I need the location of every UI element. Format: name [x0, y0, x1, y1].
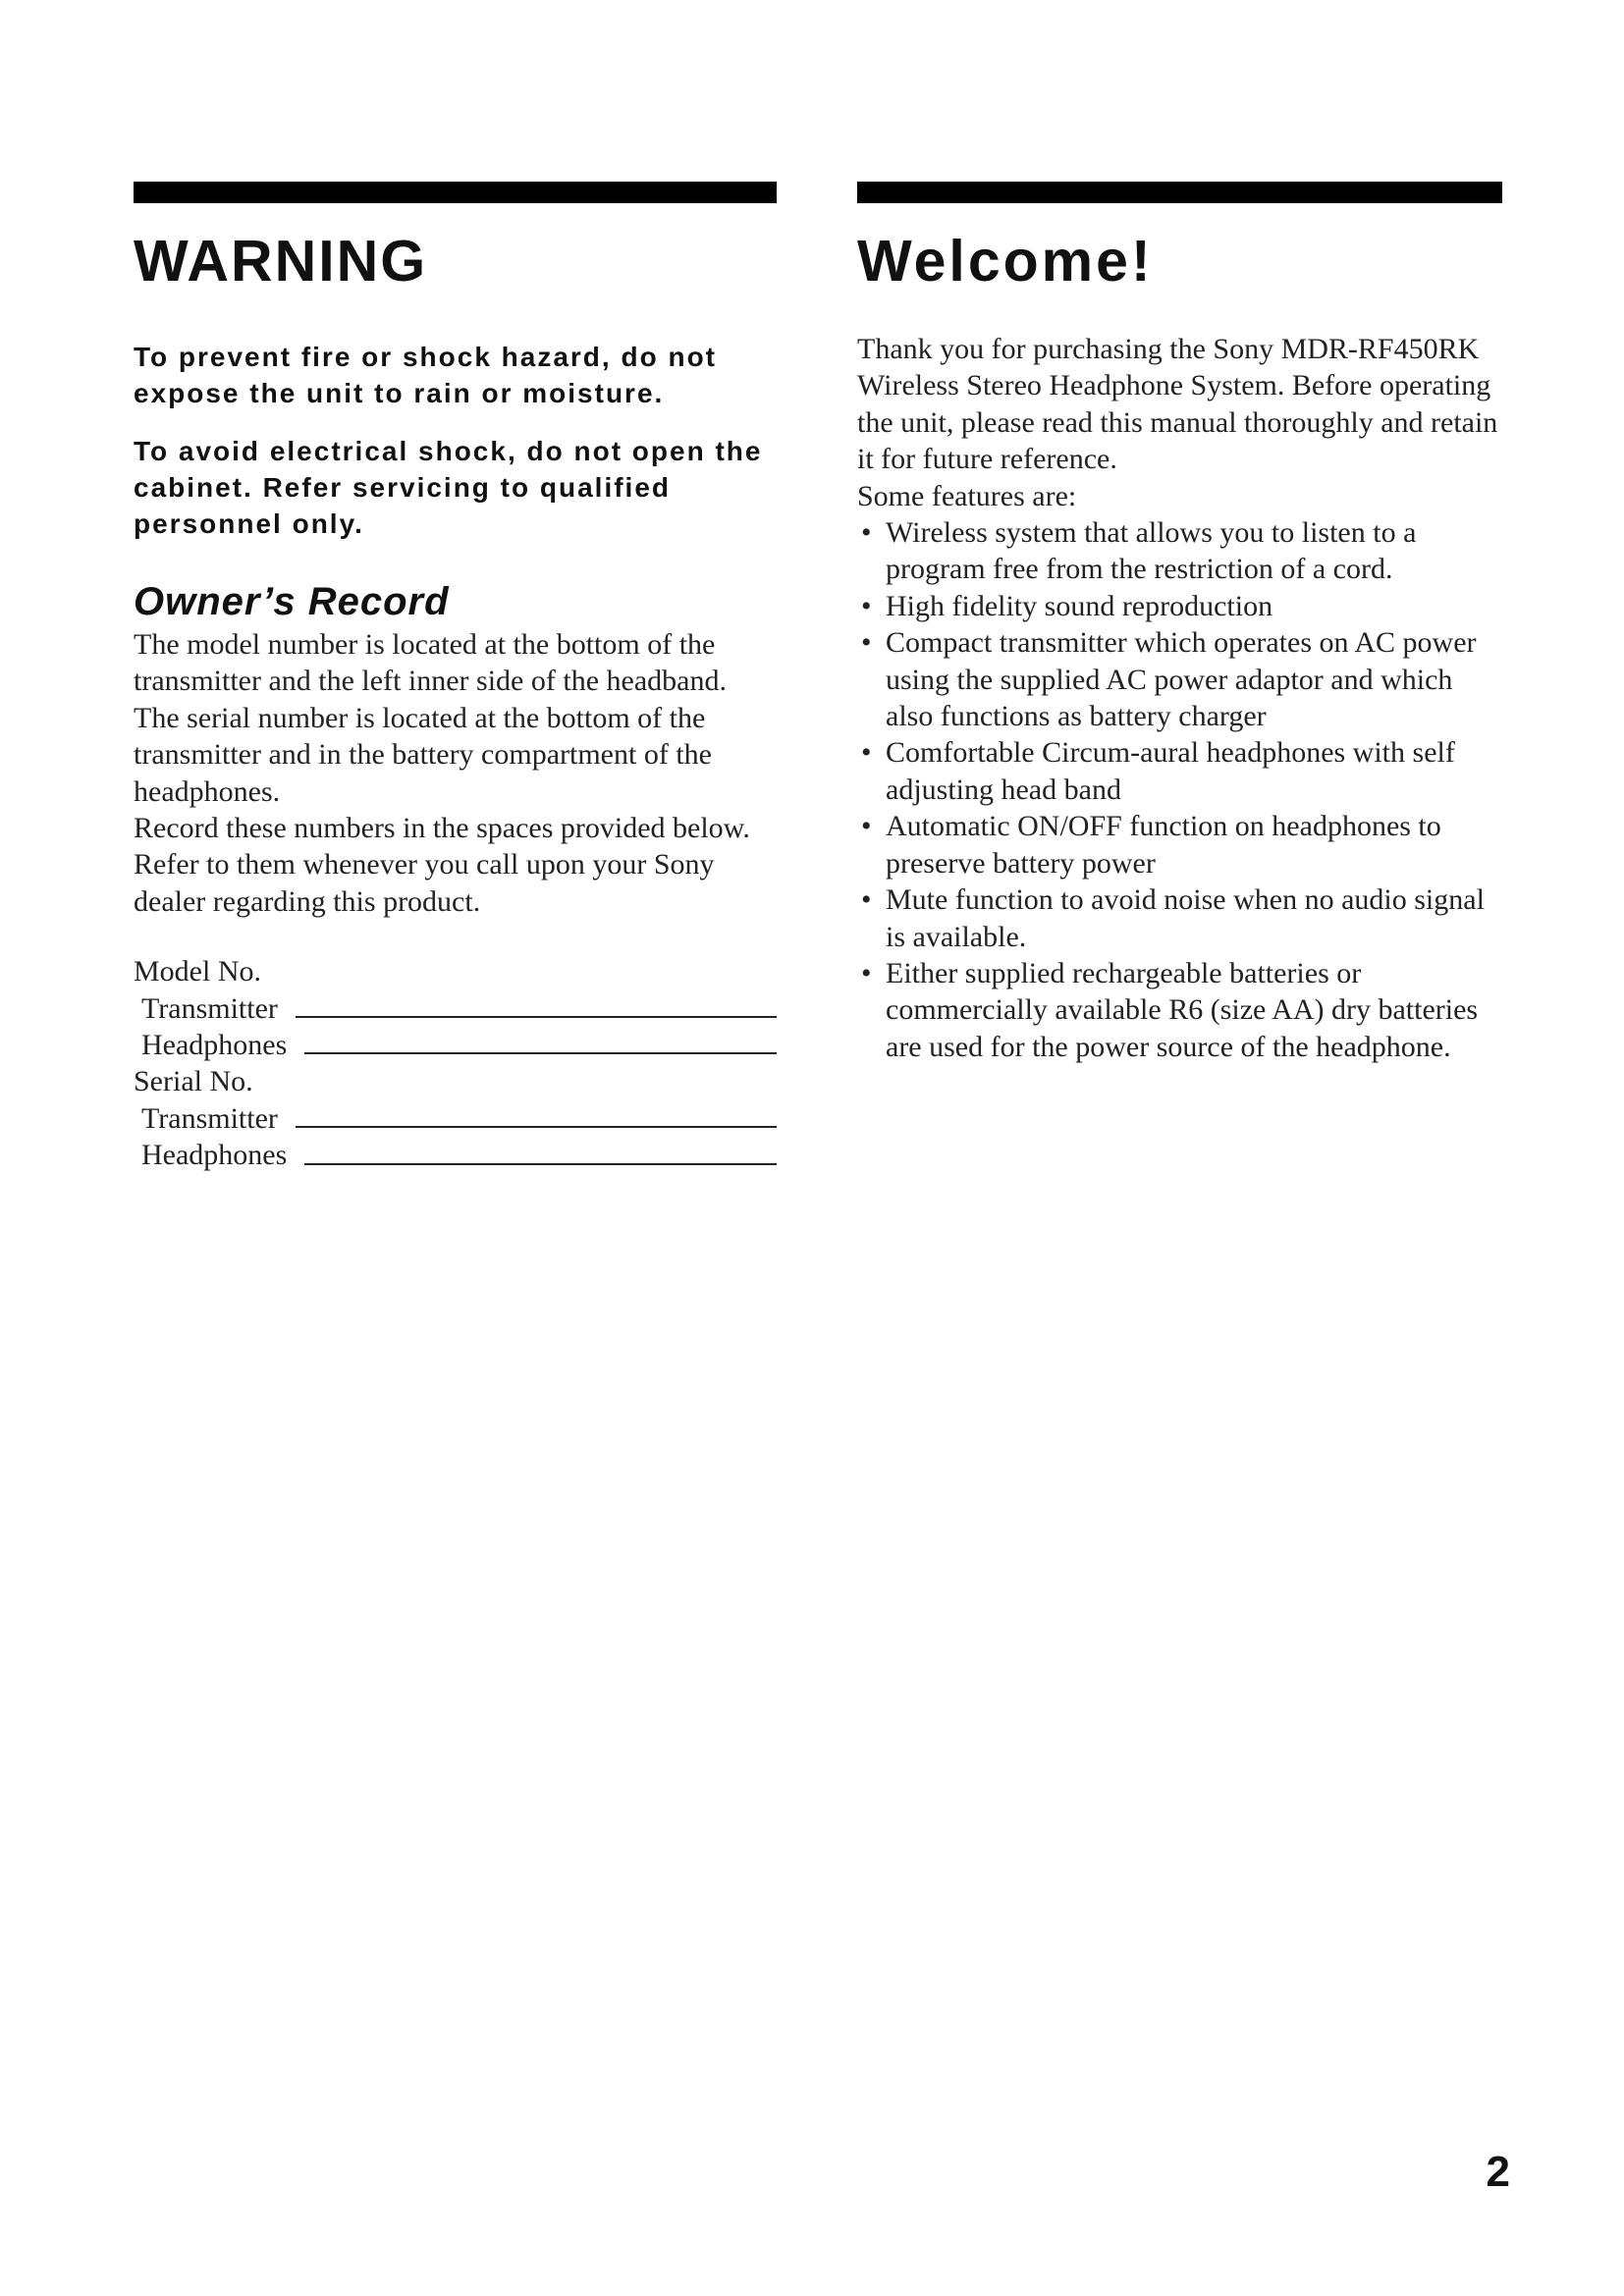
serial-transmitter-label: Transmitter: [141, 1101, 278, 1135]
model-transmitter-blank: [296, 1016, 777, 1018]
bullet-icon: •: [861, 516, 872, 550]
bullet-icon: •: [861, 956, 872, 989]
feature-item: [857, 955, 1502, 1065]
owners-record-body: [134, 626, 777, 920]
serial-headphones-blank: [304, 1163, 777, 1165]
serial-transmitter-blank: [296, 1126, 777, 1128]
feature-item: [857, 808, 1502, 881]
warning-text-shock: To avoid electrical shock, do not open the cabinet. Refer servicing to qualified personnel only.: [134, 436, 763, 539]
feature-item: [857, 624, 1502, 734]
serial-headphones-label: Headphones: [141, 1139, 288, 1172]
feature-list: [857, 514, 1502, 1065]
heading-rule: [134, 182, 777, 203]
warning-heading: WARNING: [134, 229, 428, 294]
model-number-label: Model No.: [134, 955, 261, 988]
model-transmitter-row: [134, 990, 777, 1027]
bullet-icon: •: [861, 883, 872, 917]
feature-text: Mute function to avoid noise when no audio signal is available.: [886, 883, 1485, 953]
record-form: [134, 953, 777, 1173]
model-headphones-blank: [304, 1052, 777, 1054]
heading-rule: [857, 182, 1502, 203]
model-number-paragraph: The model number is located at the bottom of the transmitter and the left inner side of the headband.: [134, 628, 727, 698]
serial-headphones-row: [134, 1137, 777, 1173]
model-headphones-label: Headphones: [141, 1029, 288, 1062]
feature-text: Either supplied rechargeable batteries or commercially available R6 (size AA) dry batteries are used for the power source of the headphone.: [886, 956, 1479, 1063]
feature-item: [857, 881, 1502, 955]
page-number: 2: [1486, 2148, 1510, 2196]
feature-text: Wireless system that allows you to listen to a program free from the restriction of a cord.: [886, 516, 1417, 586]
feature-item: [857, 514, 1502, 588]
model-transmitter-label: Transmitter: [141, 991, 278, 1025]
owners-record-heading: Owner’s Record: [134, 580, 450, 623]
serial-number-paragraph: The serial number is located at the bottom of the transmitter and in the battery compartment of the headphones.: [134, 701, 712, 808]
welcome-body: [857, 331, 1502, 1065]
bullet-icon: •: [861, 736, 872, 770]
serial-transmitter-row: [134, 1100, 777, 1137]
welcome-heading: Welcome!: [857, 229, 1154, 294]
feature-item: [857, 734, 1502, 808]
record-instructions-paragraph: Record these numbers in the spaces provided below. Refer to them whenever you call upon your Sony dealer regarding this product.: [134, 812, 750, 918]
welcome-intro: Thank you for purchasing the Sony MDR-RF450RK Wireless Stereo Headphone System. Before operating the unit, please read this manual thoroughly and retain it for future reference.: [857, 333, 1498, 476]
feature-item: [857, 588, 1502, 624]
warning-text-fire: To prevent fire or shock hazard, do not expose the unit to rain or moisture.: [134, 342, 717, 408]
feature-text: Comfortable Circum-aural headphones with self adjusting head band: [886, 736, 1455, 806]
bullet-icon: •: [861, 626, 872, 660]
bullet-icon: •: [861, 810, 872, 843]
feature-text: High fidelity sound reproduction: [886, 589, 1273, 622]
right-column: [857, 182, 1502, 1065]
bullet-icon: •: [861, 589, 872, 622]
feature-text: Automatic ON/OFF function on headphones to preserve battery power: [886, 810, 1441, 880]
left-column: [134, 182, 777, 1174]
feature-text: Compact transmitter which operates on AC power using the supplied AC power adaptor and which also functions as battery charger: [886, 626, 1477, 733]
serial-number-label: Serial No.: [134, 1065, 253, 1098]
model-headphones-row: [134, 1027, 777, 1063]
features-label: Some features are:: [857, 479, 1077, 512]
